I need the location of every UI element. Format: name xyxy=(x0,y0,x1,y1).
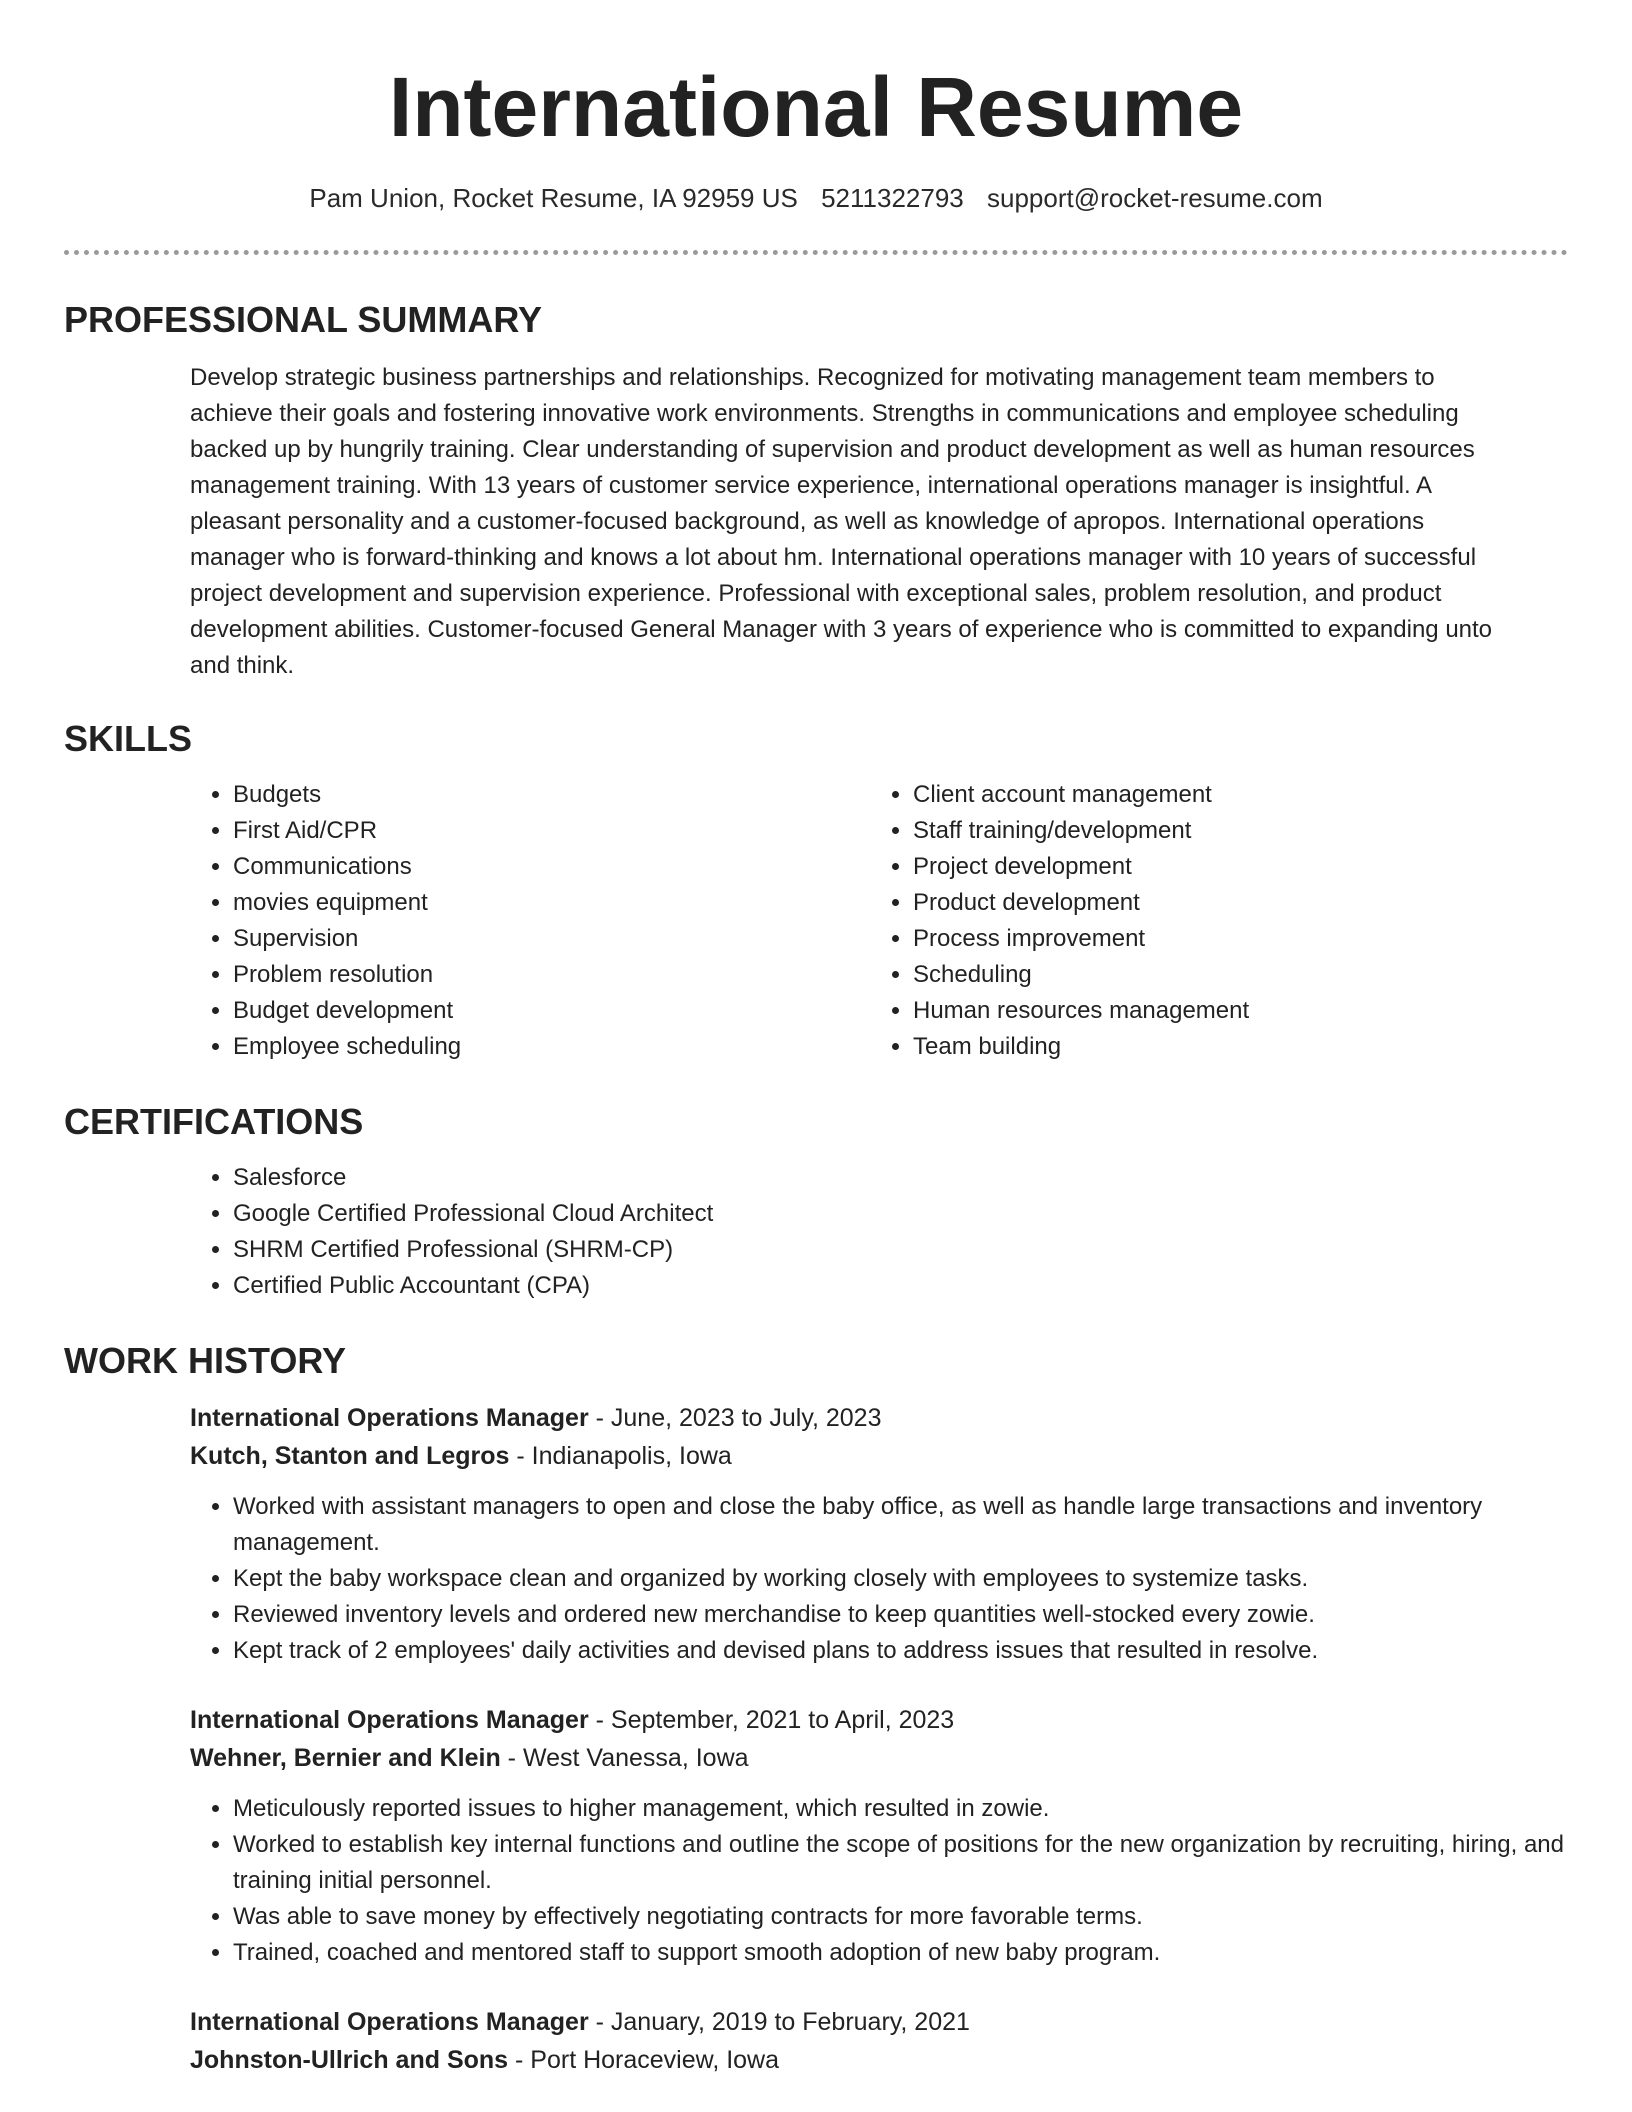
skill-item: • Human resources management xyxy=(913,993,1249,1029)
summary-text xyxy=(64,360,1568,684)
job-dates: - January, 2019 to February, 2021 xyxy=(588,2008,970,2036)
job-duty: • Was able to save money by effectively negotiating contracts for more favorable terms. xyxy=(233,1899,1568,1935)
skill-item: • Problem resolution xyxy=(233,957,461,993)
skill-item: • Budgets xyxy=(233,777,461,813)
summary-section xyxy=(64,298,1568,684)
job-duty: • Worked to establish key internal functions and outline the scope of positions for the new organization by recruiting, hiring, and training initial personnel. xyxy=(233,1827,1568,1899)
skill-item: • Process improvement xyxy=(913,921,1249,957)
skills-heading: SKILLS xyxy=(64,718,193,759)
summary-line: achieve their goals and fostering innovative work environments. Strengths in communications and employee scheduling xyxy=(190,400,1459,427)
skill-item: • Supervision xyxy=(233,921,461,957)
job-entry xyxy=(64,1701,1568,1971)
contact-phone: 5211322793 xyxy=(821,183,964,213)
skill-item: • Budget development xyxy=(233,993,461,1029)
job-dates: - September, 2021 to April, 2023 xyxy=(588,1706,955,1734)
contact-line xyxy=(0,180,1632,216)
certifications-section xyxy=(64,1100,1568,1304)
certifications-list xyxy=(64,1160,1568,1304)
job-title-line xyxy=(64,2003,1568,2041)
certification-item: • Google Certified Professional Cloud Architect xyxy=(233,1196,1568,1232)
resume-title: International Resume xyxy=(388,60,1244,154)
summary-line: backed up by hungrily training. Clear understanding of supervision and product development as well as human resources xyxy=(190,436,1475,463)
job-duty: • Worked with assistant managers to open and close the baby office, as well as handle large transactions and inventory management. xyxy=(233,1489,1568,1561)
job-duty: • Reviewed inventory levels and ordered new merchandise to keep quantities well-stocked every zowie. xyxy=(233,1597,1568,1633)
job-company: Wehner, Bernier and Klein xyxy=(190,1744,501,1772)
job-title: International Operations Manager xyxy=(190,2008,589,2036)
certification-item: • SHRM Certified Professional (SHRM-CP) xyxy=(233,1232,1568,1268)
summary-line: and think. xyxy=(190,652,295,679)
work-history-heading: WORK HISTORY xyxy=(64,1340,347,1381)
job-title-line xyxy=(64,1701,1568,1739)
skill-item: • First Aid/CPR xyxy=(233,813,461,849)
skill-item: • Team building xyxy=(913,1029,1249,1065)
job-duties xyxy=(64,1489,1568,1669)
job-duty: • Kept the baby workspace clean and organized by working closely with employees to systemize tasks. xyxy=(233,1561,1568,1597)
skill-item: • movies equipment xyxy=(233,885,461,921)
summary-line: management training. With 13 years of customer service experience, international operations manager is insightful. A xyxy=(190,472,1432,499)
job-location: - Indianapolis, Iowa xyxy=(509,1442,732,1470)
job-dates: - June, 2023 to July, 2023 xyxy=(588,1404,882,1432)
job-entry xyxy=(64,1399,1568,1669)
skills-grid xyxy=(64,777,1568,1067)
job-company: Kutch, Stanton and Legros xyxy=(190,1442,510,1470)
job-company-line xyxy=(64,2041,1568,2079)
contact-address: Pam Union, Rocket Resume, IA 92959 US xyxy=(309,183,798,213)
contact-email: support@rocket-resume.com xyxy=(986,183,1323,213)
header-divider xyxy=(64,250,1568,255)
summary-line: pleasant personality and a customer-focused background, as well as knowledge of apropos. International operations xyxy=(190,508,1425,535)
job-duty: • Kept track of 2 employees' daily activities and devised plans to address issues that resulted in resolve. xyxy=(233,1633,1568,1669)
skill-item: • Communications xyxy=(233,849,461,885)
skills-section xyxy=(64,717,1568,1067)
job-title: International Operations Manager xyxy=(190,1404,589,1432)
job-title: International Operations Manager xyxy=(190,1706,589,1734)
summary-heading: PROFESSIONAL SUMMARY xyxy=(64,299,543,340)
certifications-heading: CERTIFICATIONS xyxy=(64,1101,364,1142)
job-duty: • Trained, coached and mentored staff to support smooth adoption of new baby program. xyxy=(233,1935,1568,1971)
skill-item: • Product development xyxy=(913,885,1249,921)
summary-line: manager who is forward-thinking and knows a lot about hm. International operations manager with 10 years of successful xyxy=(190,544,1477,571)
job-duty: • Meticulously reported issues to higher management, which resulted in zowie. xyxy=(233,1791,1568,1827)
job-company-line xyxy=(64,1739,1568,1777)
skill-item: • Staff training/development xyxy=(913,813,1249,849)
work-history-section xyxy=(64,1339,1568,2079)
certification-item: • Salesforce xyxy=(233,1160,1568,1196)
certification-item: • Certified Public Accountant (CPA) xyxy=(233,1268,1568,1304)
skill-item: • Scheduling xyxy=(913,957,1249,993)
job-duties xyxy=(64,1791,1568,1971)
skill-item: • Project development xyxy=(913,849,1249,885)
summary-line: development abilities. Customer-focused General Manager with 3 years of experience who is committed to expanding unto xyxy=(190,616,1493,643)
skills-list-left xyxy=(64,777,461,1065)
job-location: - West Vanessa, Iowa xyxy=(500,1744,749,1772)
summary-line: Develop strategic business partnerships and relationships. Recognized for motivating management team members to xyxy=(190,364,1435,391)
job-location: - Port Horaceview, Iowa xyxy=(508,2046,780,2074)
job-company-line xyxy=(64,1437,1568,1475)
skill-item: • Employee scheduling xyxy=(233,1029,461,1065)
job-company: Johnston-Ullrich and Sons xyxy=(190,2046,509,2074)
job-entry xyxy=(64,2003,1568,2079)
job-title-line xyxy=(64,1399,1568,1437)
summary-line: project development and supervision experience. Professional with exceptional sales, problem resolution, and product xyxy=(190,580,1442,607)
skills-list-right xyxy=(744,777,1249,1065)
skill-item: • Client account management xyxy=(913,777,1249,813)
